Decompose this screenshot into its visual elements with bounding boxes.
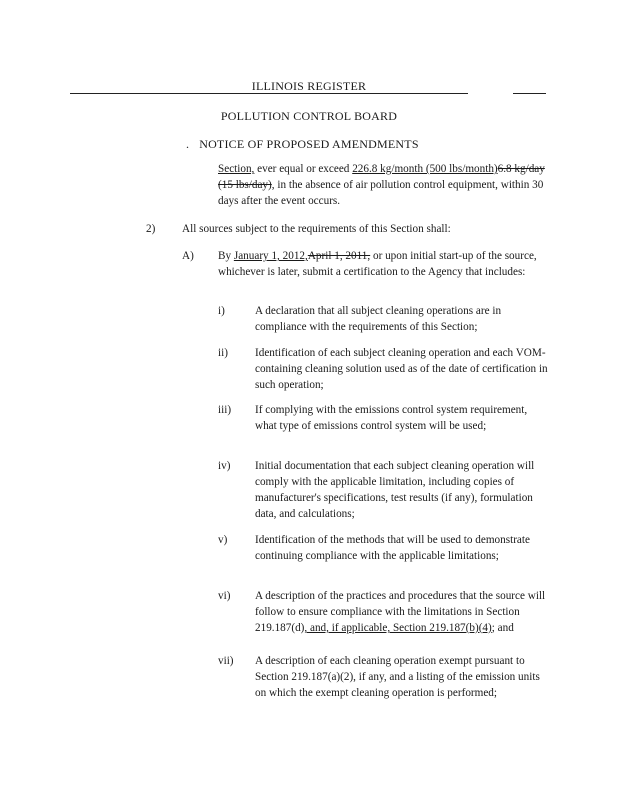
subitem-iv-number: iv)	[218, 460, 231, 472]
continuation-insert-section: Section,	[218, 163, 255, 175]
item-a-text-1: By	[218, 250, 234, 262]
subitem-iii-number: iii)	[218, 404, 232, 416]
header-rule-right	[513, 93, 546, 94]
continuation-text-a: ever equal or exceed	[254, 163, 353, 175]
subitem-ii-text: Identification of each subject cleaning operation and each VOM-containing cleaning solution used as of the date of certification in such operation;	[255, 347, 548, 391]
item-2-text: All sources subject to the requirements of this Section shall:	[182, 223, 451, 235]
item-2-number: 2)	[146, 223, 156, 235]
subitem-i-number: i)	[218, 305, 225, 317]
continuation-insert-amount: 226.8 kg/month (500 lbs/month)	[352, 163, 498, 175]
subitem-ii-number: ii)	[218, 347, 228, 359]
header-rule	[70, 93, 468, 94]
notice-marker: .	[186, 137, 190, 151]
item-a-deleted-date: April 1, 2011,	[307, 250, 371, 262]
item-a-text	[218, 248, 548, 280]
continuation-deleted-amount: 6.8 kg/day (15 lbs/day)	[218, 163, 545, 191]
notice-heading	[186, 136, 419, 152]
subitem-vii-number: vii)	[218, 655, 234, 667]
subitem-v-number: v)	[218, 534, 228, 546]
subitem-i-text: A declaration that all subject cleaning operations are in compliance with the requirements of this Section;	[255, 305, 502, 333]
subitem-vii-text: A description of each cleaning operation exempt pursuant to Section 219.187(a)(2), if any, and a listing of the emission units on which the exempt cleaning operation is performed;	[255, 655, 540, 699]
item-a-insert-date: January 1, 2012,	[233, 250, 308, 262]
register-title: ILLINOIS REGISTER	[251, 79, 367, 93]
subitem-vi-text	[255, 588, 550, 636]
subitem-vi-number: vi)	[218, 590, 231, 602]
board-title: POLLUTION CONTROL BOARD	[220, 109, 398, 123]
notice-text: NOTICE OF PROPOSED AMENDMENTS	[199, 137, 419, 151]
subitem-vi-insert: , and, if applicable, Section 219.187(b)(4)	[304, 622, 492, 634]
subitem-v-text: Identification of the methods that will be used to demonstrate continuing compliance with the applicable limitations;	[255, 534, 530, 562]
subitem-vi-text-2: ; and	[491, 622, 514, 634]
continuation-text-b: , in the absence of air pollution control equipment, within 30 days after the event occurs.	[218, 179, 544, 207]
subitem-iii-text: If complying with the emissions control system requirement, what type of emissions control system will be used;	[255, 404, 528, 432]
subitem-iv-text: Initial documentation that each subject cleaning operation will comply with the applicable limitation, including copies of manufacturer's specifications, test results (if any), formulation data, and calculations;	[255, 460, 535, 520]
subitem-vi-text-1: A description of the practices and procedures that the source will follow to ensure compliance with the limitations in Section 219.187(d)	[255, 590, 546, 634]
item-a-text-2: or upon initial start-up of the source, whichever is later, submit a certification to the Agency that includes:	[218, 250, 537, 278]
item-a-number: A)	[182, 250, 194, 262]
continuation-paragraph	[218, 161, 548, 209]
